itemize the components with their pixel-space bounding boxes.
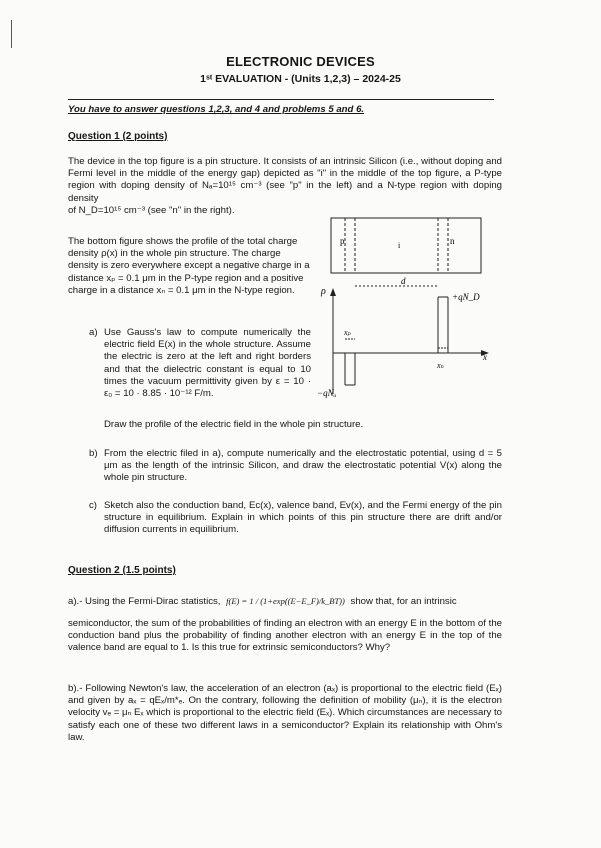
question-2-heading: Question 2 (1.5 points) xyxy=(68,565,176,576)
label-d: d xyxy=(401,276,406,286)
q2-a-text: semiconductor, the sum of the probabilities of finding an electron with an energy E in the bottom of the conduction band plus the probability of finding another electron with an energy E in the top of the valence band are equal to 1. Is this true for extrinsic semiconductors? Why? xyxy=(68,618,502,654)
label-rho: ρ xyxy=(321,286,326,297)
q1-a-label: a) xyxy=(89,327,98,338)
q1-b-label: b) xyxy=(89,448,98,459)
q2-a-tail: show that, for an intrinsic xyxy=(350,596,457,607)
question-1-heading: Question 1 (2 points) xyxy=(68,131,168,142)
fermi-dirac-formula: f(E) = 1 / (1+exp((E−E_F)/k_BT)) xyxy=(226,596,345,606)
q1-c-label: c) xyxy=(89,500,97,511)
instructions: You have to answer questions 1,2,3, and 4 and problems 5 and 6. xyxy=(68,104,365,115)
device-outline xyxy=(331,218,481,273)
margin-mark xyxy=(11,20,12,48)
label-xp: xₚ xyxy=(344,328,351,337)
q2-b-text: b).- Following Newton's law, the acceleration of an electron (aₓ) is proportional to the electric field (Eₓ) and given by aₓ = qEₓ/m*ₑ. On the contrary, following the definition of mobility (μₙ), it is the electron velocity vₑ = μₙ Eₓ which is proportional to the electric field (Eₓ). Which circumstances are necessary to satisfy each one of these two different laws in a semiconductor? Explain its relationship with Ohm's law. xyxy=(68,683,502,743)
label-xn: xₙ xyxy=(437,361,444,370)
q1-b-text: From the electric filed in a), compute numerically and the electrostatic potential, using d = 5 μm as the length of the intrinsic Silicon, and draw the electrostatic potential V(x) along the whole pin structure. xyxy=(104,448,502,484)
q1-intro-last-line: of N_D=10¹⁵ cm⁻³ (see "n" in the right). xyxy=(68,205,235,216)
q1-a-last-line: Draw the profile of the electric field in the whole pin structure. xyxy=(104,419,364,430)
label-n: n xyxy=(450,236,455,246)
rho-axis-arrow xyxy=(330,288,336,296)
header-divider xyxy=(68,99,494,100)
label-i: i xyxy=(398,241,401,250)
page-subtitle: 1ˢᵗ EVALUATION - (Units 1,2,3) – 2024-25 xyxy=(200,73,401,85)
page-title: ELECTRONIC DEVICES xyxy=(226,54,375,69)
label-p: p xyxy=(340,236,345,246)
q1-charge-paragraph: The bottom figure shows the profile of the total charge density ρ(x) in the whole pin structure. The charge density is zero everywhere except a negative charge in a distance xₚ = 0.1 μm in the P-type region and a positive charge in a distance xₙ = 0.1 μm in the N-type region. xyxy=(68,236,310,296)
q2-a-lead: a).- Using the Fermi-Dirac statistics, xyxy=(68,596,221,607)
q1-intro-paragraph: The device in the top figure is a pin structure. It consists of an intrinsic Silicon (i.e., without doping and Fermi level in the middle of the energy gap) depicted as "i" in the middle of the top figure, a P-type region with doping density of Nₐ=10¹⁵ cm⁻³ (see "p" in the left) and a N-type region with doping density xyxy=(68,156,502,204)
q1-a-text: Use Gauss's law to compute numerically the electric field E(x) in the whole structure. Assume the electric is zero at the left and right borders and that the dielectric constant is equal to 10 times the vacuum permittivity given by ε = 10 · ε₀ = 10 · 8.85 · 10⁻¹² F/m. xyxy=(104,327,311,400)
pin-structure-figure xyxy=(315,212,505,417)
q2-a-first-line xyxy=(68,595,457,608)
label-neg-charge: −qNₐ xyxy=(317,388,337,398)
label-x: x xyxy=(483,352,487,362)
q1-c-text: Sketch also the conduction band, Ec(x), valence band, Ev(x), and the Fermi energy of the pin structure in equilibrium. Explain in which points of this pin structure there are drift and/or diffusion currents in equilibrium. xyxy=(104,500,502,536)
label-pos-charge: +qN_D xyxy=(452,292,480,302)
